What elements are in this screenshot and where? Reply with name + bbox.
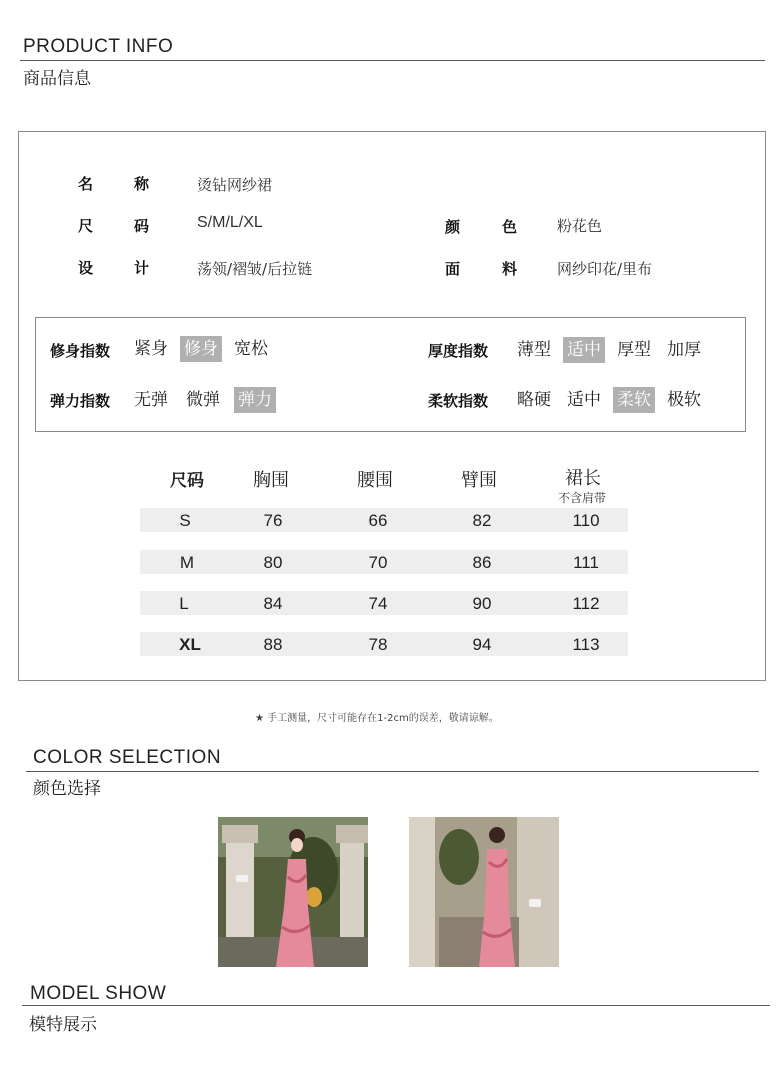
spec-label-fabric: 面	[445, 260, 461, 278]
spec-value-name: 烫钻网纱裙	[197, 176, 273, 194]
index-option: 极软	[667, 390, 701, 410]
spec-label-size: 尺	[78, 217, 94, 235]
product-photo-front[interactable]	[218, 817, 368, 967]
table-cell: 78	[368, 635, 388, 654]
table-cell: 70	[368, 553, 388, 572]
table-cell-size: M	[179, 553, 195, 572]
index-option: 宽松	[234, 339, 268, 359]
model-photo-back	[409, 817, 559, 967]
spec-label-name: 称	[134, 175, 150, 193]
table-cell-size: L	[179, 594, 189, 613]
spec-label-fabric: 料	[502, 260, 518, 278]
spec-value-design: 荡领/褶皱/后拉链	[197, 260, 313, 278]
index-title-thickness: 厚度指数	[428, 342, 489, 360]
index-title-stretch: 弹力指数	[50, 392, 111, 410]
index-option-selected: 柔软	[613, 387, 655, 413]
table-cell: 76	[263, 511, 283, 530]
table-cell: 66	[368, 511, 388, 530]
table-cell: 113	[572, 635, 600, 654]
index-option: 无弹	[134, 390, 168, 410]
size-table-header: 尺码	[170, 471, 204, 491]
measurement-note: ★ 手工测量，尺寸可能存在1-2cm的误差，敬请谅解。	[255, 713, 499, 724]
table-cell: 94	[472, 635, 492, 654]
table-cell: 82	[472, 511, 492, 530]
index-options-stretch	[130, 387, 276, 413]
index-options-softness	[513, 387, 705, 413]
spec-label-size: 码	[134, 217, 150, 235]
index-options-thickness	[513, 337, 705, 363]
model-photo-front	[218, 817, 368, 967]
table-cell: 80	[263, 553, 283, 572]
size-table-length-note: 不含肩带	[558, 491, 607, 505]
size-table-header: 臂围	[461, 470, 497, 491]
index-option: 厚型	[617, 340, 651, 360]
spec-label-name: 名	[78, 175, 94, 193]
table-cell: 86	[472, 553, 492, 572]
section-title-product-info: PRODUCT INFO	[23, 36, 174, 57]
index-option: 紧身	[134, 339, 168, 359]
section-subtitle-color-selection: 颜色选择	[33, 779, 101, 799]
size-table-header: 胸围	[253, 470, 289, 491]
spec-value-size: S/M/L/XL	[197, 214, 263, 231]
index-option: 适中	[567, 390, 601, 410]
table-cell: 112	[572, 594, 600, 613]
index-title-fit: 修身指数	[50, 342, 111, 360]
spec-label-design: 设	[78, 259, 94, 277]
spec-label-color: 颜	[445, 218, 461, 236]
section-divider	[20, 60, 765, 61]
product-photo-back[interactable]	[409, 817, 559, 967]
index-panel	[35, 317, 746, 432]
section-divider	[26, 771, 759, 772]
index-option-selected: 适中	[563, 337, 605, 363]
index-option-selected: 修身	[180, 336, 222, 362]
section-title-color-selection: COLOR SELECTION	[33, 747, 222, 768]
section-subtitle-model-show: 模特展示	[29, 1015, 97, 1035]
index-option: 略硬	[517, 390, 551, 410]
section-divider	[22, 1005, 770, 1006]
table-cell: 110	[572, 511, 600, 530]
spec-label-color: 色	[502, 218, 518, 236]
table-cell: 111	[573, 553, 599, 572]
section-title-model-show: MODEL SHOW	[30, 983, 167, 1004]
index-title-softness: 柔软指数	[428, 392, 489, 410]
index-option: 加厚	[667, 340, 701, 360]
table-cell: 84	[263, 594, 283, 613]
table-cell-size: S	[179, 511, 191, 530]
table-cell: 74	[368, 594, 388, 613]
index-options-fit	[130, 336, 272, 362]
spec-value-color: 粉花色	[557, 217, 603, 235]
spec-label-design: 计	[134, 259, 150, 277]
index-option: 微弹	[186, 390, 220, 410]
table-cell: 88	[263, 635, 283, 654]
table-cell-size: XL	[179, 635, 201, 654]
section-subtitle-product-info: 商品信息	[23, 69, 91, 89]
index-option: 薄型	[517, 340, 551, 360]
size-table-header: 裙长	[565, 468, 601, 489]
spec-value-fabric: 网纱印花/里布	[557, 260, 653, 278]
table-cell: 90	[472, 594, 492, 613]
size-table-header: 腰围	[357, 470, 393, 491]
index-option-selected: 弹力	[234, 387, 276, 413]
